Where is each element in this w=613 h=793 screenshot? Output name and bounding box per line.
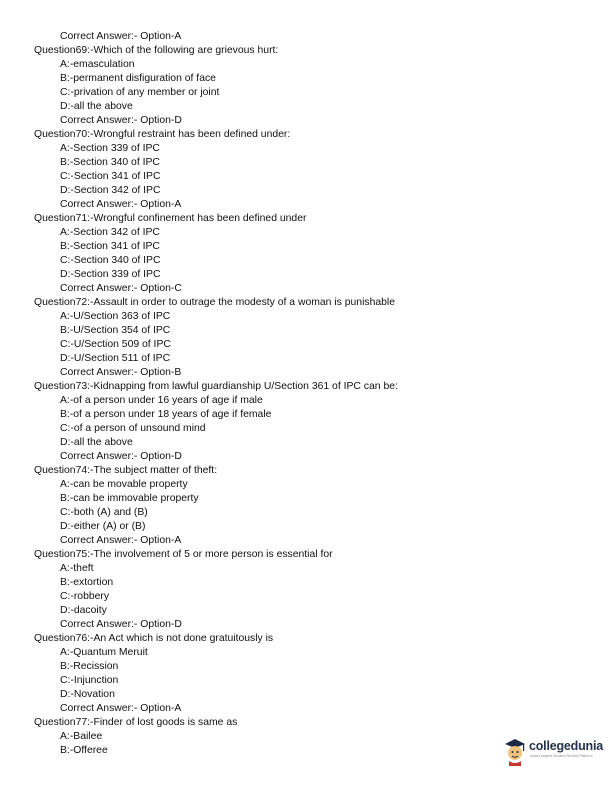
answer-option: D:-Section 342 of IPC (60, 185, 161, 196)
question-text: Question72:-Assault in order to outrage the modesty of a woman is punishable (34, 297, 395, 308)
correct-answer: Correct Answer:- Option-A (60, 703, 182, 714)
answer-option: D:-all the above (60, 101, 133, 112)
answer-option: A:-Section 342 of IPC (60, 227, 160, 238)
answer-option: B:-Recission (60, 661, 119, 672)
correct-answer: Correct Answer:- Option-D (60, 619, 182, 630)
answer-option: B:-Section 341 of IPC (60, 241, 160, 252)
question-text: Question71:-Wrongful confinement has been defined under (34, 213, 307, 224)
answer-option: A:-Bailee (60, 731, 103, 742)
answer-option: A:-U/Section 363 of IPC (60, 311, 171, 322)
question-text: Question70:-Wrongful restraint has been defined under: (34, 129, 291, 140)
correct-answer: Correct Answer:- Option-A (60, 31, 182, 42)
answer-option: C:-Section 340 of IPC (60, 255, 161, 266)
answer-option: A:-emasculation (60, 59, 135, 70)
answer-option: D:-dacoity (60, 605, 107, 616)
correct-answer: Correct Answer:- Option-A (60, 199, 182, 210)
correct-answer: Correct Answer:- Option-B (60, 367, 182, 378)
answer-option: B:-permanent disfiguration of face (60, 73, 216, 84)
answer-option: C:-privation of any member or joint (60, 87, 220, 98)
answer-option: A:-theft (60, 563, 94, 574)
question-text: Question73:-Kidnapping from lawful guardianship U/Section 361 of IPC can be: (34, 381, 398, 392)
answer-option: D:-either (A) or (B) (60, 521, 146, 532)
question-text: Question74:-The subject matter of theft: (34, 465, 218, 476)
answer-option: C:-both (A) and (B) (60, 507, 148, 518)
brand-name: collegedunia (529, 739, 604, 753)
question-text: Question76:-An Act which is not done gratuitously is (34, 633, 274, 644)
answer-option: B:-U/Section 354 of IPC (60, 325, 171, 336)
answer-option: A:-of a person under 16 years of age if male (60, 395, 263, 406)
question-document (0, 30, 613, 758)
answer-option: C:-robbery (60, 591, 110, 602)
correct-answer: Correct Answer:- Option-D (60, 451, 182, 462)
answer-option: A:-Section 339 of IPC (60, 143, 160, 154)
answer-option: B:-of a person under 18 years of age if female (60, 409, 272, 420)
answer-option: C:-Injunction (60, 675, 119, 686)
answer-option: B:-can be immovable property (60, 493, 199, 504)
answer-option: A:-Quantum Meruit (60, 647, 148, 658)
answer-option: A:-can be movable property (60, 479, 188, 490)
answer-option: B:-Section 340 of IPC (60, 157, 160, 168)
question-text: Question77:-Finder of lost goods is same as (34, 717, 238, 728)
brand-tagline: India's largest Student Review Platform (530, 754, 593, 758)
answer-option: B:-extortion (60, 577, 114, 588)
answer-option: B:-Offeree (60, 745, 108, 756)
answer-option: C:-U/Section 509 of IPC (60, 339, 171, 350)
answer-option: D:-U/Section 511 of IPC (60, 353, 171, 364)
question-text: Question69:-Which of the following are grievous hurt: (34, 45, 279, 56)
question-text: Question75:-The involvement of 5 or more person is essential for (34, 549, 333, 560)
answer-option: D:-Section 339 of IPC (60, 269, 161, 280)
correct-answer: Correct Answer:- Option-D (60, 115, 182, 126)
answer-option: C:-of a person of unsound mind (60, 423, 206, 434)
question-list (0, 44, 613, 758)
correct-answer: Correct Answer:- Option-C (60, 283, 182, 294)
answer-option: C:-Section 341 of IPC (60, 171, 161, 182)
answer-option: D:-all the above (60, 437, 133, 448)
answer-option: D:-Novation (60, 689, 115, 700)
graduate-mascot-icon (503, 736, 527, 766)
collegedunia-logo[interactable] (503, 736, 607, 766)
correct-answer: Correct Answer:- Option-A (60, 535, 182, 546)
